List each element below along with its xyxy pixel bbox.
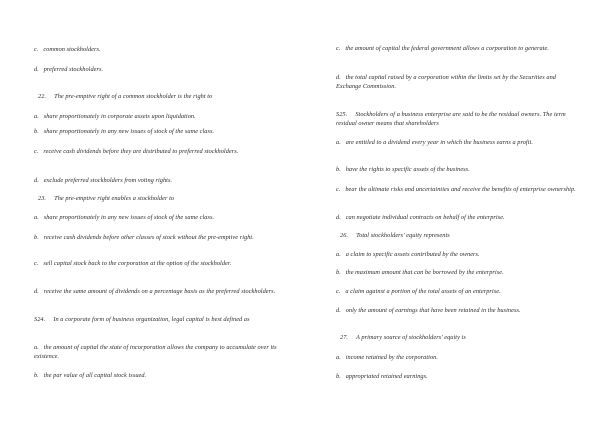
option-23d: d. receive the same amount of dividends on a percentage basis as the preferred stockholders.	[34, 288, 276, 295]
question-22: 22. The pre-emptive right of a common stockholder is the right to	[38, 93, 213, 100]
option-27a: a. income retained by the corporation.	[336, 354, 438, 361]
option-25b: b. have the rights to specific assets of the business.	[336, 166, 470, 173]
option-24c: c. the amount of capital the federal government allows a corporation to generate.	[336, 45, 549, 52]
option-27b: b. appropriated retained earnings.	[336, 373, 428, 380]
option-26c: c. a claim against a portion of the total assets of an enterprise.	[336, 288, 501, 295]
option-26a: a. a claim to specific assets contributed by the owners.	[336, 251, 480, 258]
option-22b: b. share proportionately in any new issues of stock of the same class.	[34, 128, 215, 135]
option-24a: a. the amount of capital the state of incorporation allows the company to accumulate over its existence.	[34, 344, 279, 360]
option-25c: c. bear the ultimate risks and uncertainties and receive the benefits of enterprise ownership.	[336, 186, 576, 193]
option-24d: d. the total capital raised by a corporation within the limits set by the Securities and Exchange Commission.	[336, 74, 558, 90]
question-23: 23. The pre-emptive right enables a stockholder to	[38, 195, 175, 202]
question-s25: S25. Stockholders of a business enterprise are said to be the residual owners. The term residual owner means that shareholders	[336, 111, 568, 127]
option-25a: a. are entitled to a dividend every year in which the business earns a profit.	[336, 139, 533, 146]
option-22c: c. receive cash dividends before they are distributed to preferred stockholders.	[34, 148, 239, 155]
option-26b: b. the maximum amount that can be borrowed by the enterprise.	[336, 269, 504, 276]
option-26d: d. only the amount of earnings that have been retained in the business.	[336, 307, 521, 314]
option-22a: a. share proportionately in corporate assets upon liquidation.	[34, 113, 196, 120]
question-s24: S24. In a corporate form of business organization, legal capital is best defined as	[34, 316, 250, 323]
option-23a: a. share proportionately in any new issues of stock of the same class.	[34, 214, 215, 221]
question-27: 27. A primary source of stockholders' equity is	[340, 334, 466, 341]
option-24b: b. the par value of all capital stock issued.	[34, 372, 147, 379]
option-23b: b. receive cash dividends before other classes of stock without the pre-emptive right.	[34, 234, 254, 241]
option-23c: c. sell capital stock back to the corporation at the option of the stockholder.	[34, 260, 232, 267]
option-22d: d. exclude preferred stockholders from voting rights.	[34, 177, 173, 184]
option-21d: d. preferred stockholders.	[34, 66, 104, 73]
option-25d: d. can negotiate individual contracts on behalf of the enterprise.	[336, 214, 505, 221]
question-26: 26. Total stockholders' equity represents	[340, 232, 450, 239]
option-21c: c. common stockholders.	[34, 46, 101, 53]
